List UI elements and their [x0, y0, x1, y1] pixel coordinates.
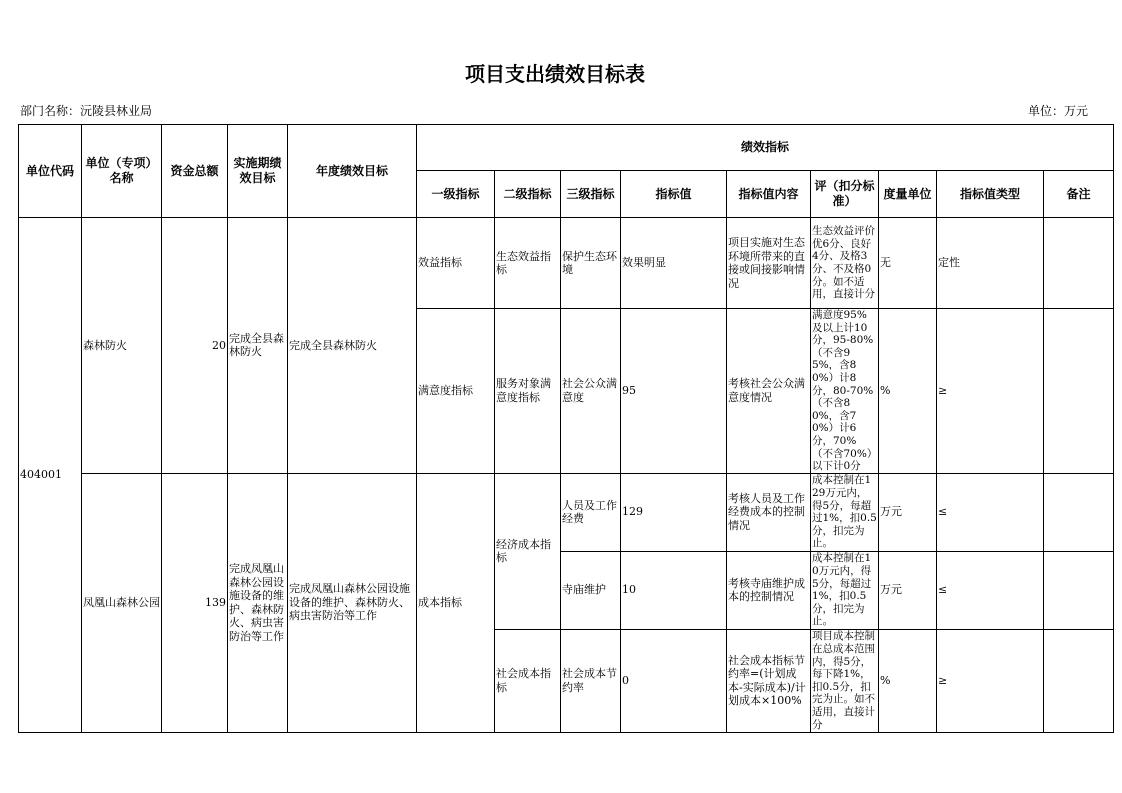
scoring-cell: 项目成本控制在总成本范围内，得5分，每下降1%，扣0.5分，扣完为止。如不适用，直接计分: [811, 629, 879, 732]
header-remark: 备注: [1044, 171, 1114, 218]
level3-cell: 人员及工作经费: [561, 473, 621, 551]
period-goal-cell: 完成凤凰山森林公园设施设备的维护、森林防火、病虫害防治等工作: [228, 473, 288, 732]
value-type-cell: ≤: [937, 473, 1044, 551]
table-row: [19, 218, 1114, 309]
content-cell: 项目实施对生态环境所带来的直接或间接影响情况: [727, 218, 811, 309]
value-cell: 效果明显: [621, 218, 727, 309]
unit-label: 单位：万元: [1027, 104, 1088, 118]
value-type-cell: ≥: [937, 629, 1044, 732]
value-type-cell: ≥: [937, 309, 1044, 474]
header-period-goal: 实施期绩效目标: [228, 125, 288, 218]
annual-goal-cell: 完成凤凰山森林公园设施设备的维护、森林防火、病虫害防治等工作: [288, 473, 417, 732]
header-level1: 一级指标: [417, 171, 495, 218]
measure-unit-cell: 万元: [879, 473, 937, 551]
measure-unit-cell: %: [879, 629, 937, 732]
level1-cell: 效益指标: [417, 218, 495, 309]
level2-cell: 社会成本指标: [495, 629, 561, 732]
level1-cell: 成本指标: [417, 473, 495, 732]
performance-table: [18, 124, 1114, 733]
remark-cell: [1044, 551, 1114, 629]
remark-cell: [1044, 309, 1114, 474]
value-type-cell: 定性: [937, 218, 1044, 309]
content-cell: 考核人员及工作经费成本的控制情况: [727, 473, 811, 551]
header-unit-name: 单位（专项）名称: [82, 125, 162, 218]
page-title: 项目支出绩效目标表: [465, 62, 645, 86]
table-row: [19, 473, 1114, 551]
value-type-cell: ≤: [937, 551, 1044, 629]
value-cell: 0: [621, 629, 727, 732]
content-cell: 社会成本指标节约率=(计划成本-实际成本)/计划成本×100%: [727, 629, 811, 732]
header-scoring: 评（扣分标准）: [811, 171, 879, 218]
level2-cell: 生态效益指标: [495, 218, 561, 309]
measure-unit-cell: 万元: [879, 551, 937, 629]
header-unit-code: 单位代码: [19, 125, 82, 218]
level3-cell: 社会成本节约率: [561, 629, 621, 732]
level1-cell: 满意度指标: [417, 309, 495, 474]
level3-cell: 保护生态环境: [561, 218, 621, 309]
department-label: 部门名称：沅陵县林业局: [20, 104, 153, 118]
header-total-funds: 资金总额: [162, 125, 228, 218]
remark-cell: [1044, 473, 1114, 551]
header-value-type: 指标值类型: [937, 171, 1044, 218]
header-value-content: 指标值内容: [727, 171, 811, 218]
project-funds-cell: 20: [162, 218, 228, 474]
value-cell: 10: [621, 551, 727, 629]
level3-cell: 寺庙维护: [561, 551, 621, 629]
header-value: 指标值: [621, 171, 727, 218]
header-perf-indicators: 绩效指标: [417, 125, 1114, 171]
scoring-cell: 生态效益评价优6分、良好4分、及格3分、不及格0分。如不适用，直接计分: [811, 218, 879, 309]
annual-goal-cell: 完成全县森林防火: [288, 218, 417, 474]
unit-code-cell: 404001: [19, 218, 82, 733]
level3-cell: 社会公众满意度: [561, 309, 621, 474]
content-cell: 考核寺庙维护成本的控制情况: [727, 551, 811, 629]
value-cell: 95: [621, 309, 727, 474]
header-level3: 三级指标: [561, 171, 621, 218]
value-cell: 129: [621, 473, 727, 551]
scoring-cell: 成本控制在129万元内，得5分，每超过1%，扣0.5分，扣完为止。: [812, 474, 877, 550]
scoring-cell: 满意度95%及以上计10分，95-80%（不含95%，含80%）计8分，80-70%（不含80%，含70%）计6分，70%（不含70%）以下计0分: [811, 309, 879, 474]
remark-cell: [1044, 218, 1114, 309]
content-cell: 考核社会公众满意度情况: [727, 309, 811, 474]
level2-cell: 服务对象满意度指标: [495, 309, 561, 474]
scoring-cell: 成本控制在10万元内，得5分，每超过1%，扣0.5分，扣完为止。: [811, 551, 879, 629]
measure-unit-cell: %: [879, 309, 937, 474]
project-name-cell: 森林防火: [82, 218, 162, 474]
header-annual-goal: 年度绩效目标: [288, 125, 417, 218]
project-name-cell: 凤凰山森林公园: [82, 473, 162, 732]
project-funds-cell: 139: [162, 473, 228, 732]
header-measure-unit: 度量单位: [879, 171, 937, 218]
measure-unit-cell: 无: [879, 218, 937, 309]
period-goal-cell: 完成全县森林防火: [228, 218, 288, 474]
header-level2: 二级指标: [495, 171, 561, 218]
remark-cell: [1044, 629, 1114, 732]
level2-cell: 经济成本指标: [495, 473, 561, 629]
